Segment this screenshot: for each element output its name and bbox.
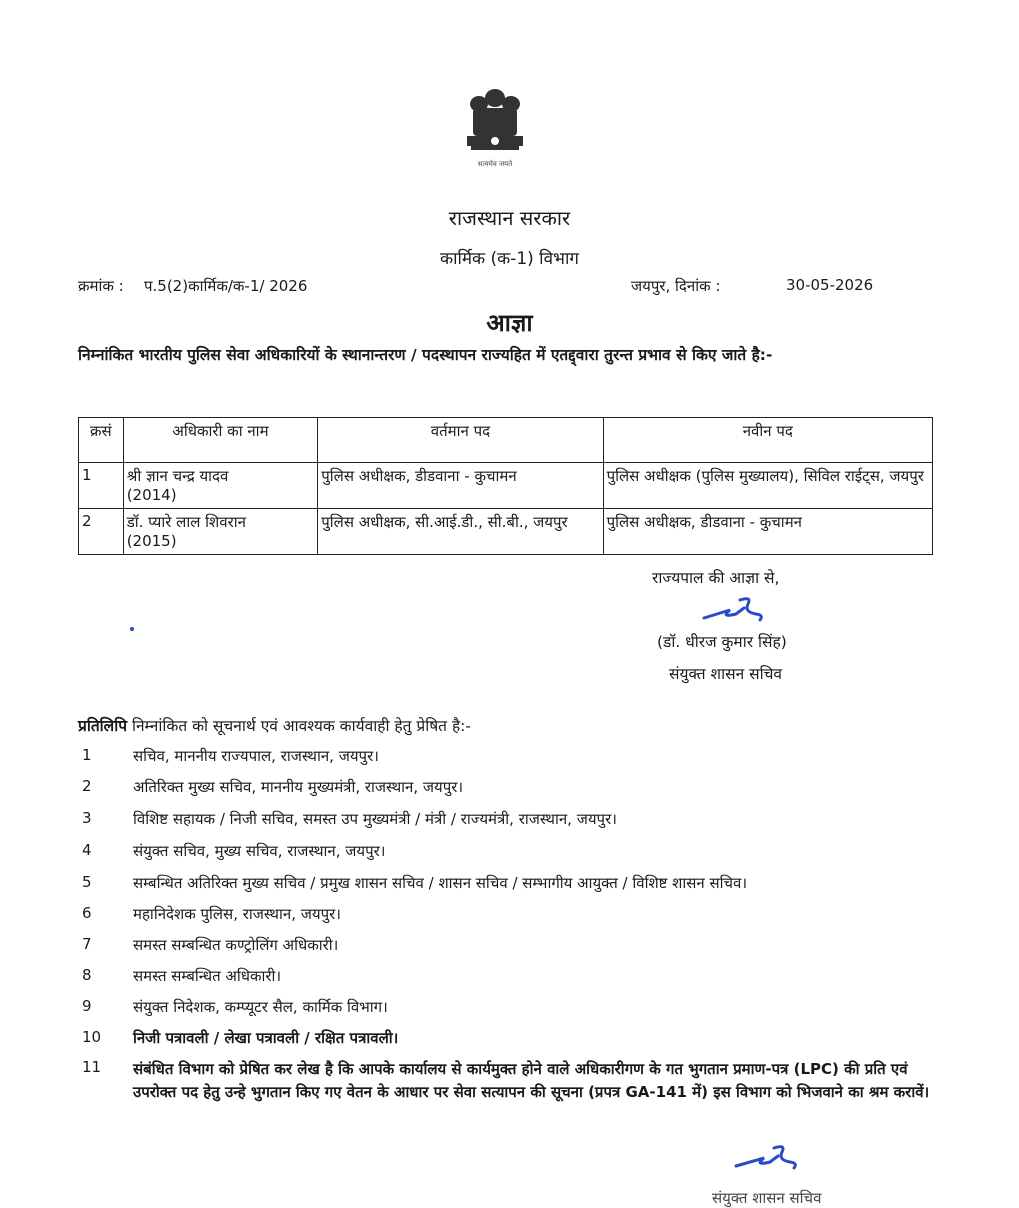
signature-icon — [732, 1138, 808, 1174]
item-number: 9 — [82, 997, 92, 1015]
cell-current-post: पुलिस अधीक्षक, सी.आई.डी., सी.बी., जयपुर — [318, 509, 603, 555]
by-order-line: राज्यपाल की आज्ञा से, — [652, 569, 780, 587]
item-text: सचिव, माननीय राज्यपाल, राजस्थान, जयपुर। — [133, 747, 379, 765]
cell-name — [123, 463, 318, 509]
officer-batch: (2014) — [126, 486, 177, 504]
item-number: 10 — [82, 1028, 102, 1046]
item-number: 4 — [82, 841, 92, 859]
footer-designation: संयुक्त शासन सचिव — [712, 1189, 822, 1207]
item-text: अतिरिक्त मुख्य सचिव, माननीय मुख्यमंत्री, राजस्थान, जयपुर। — [133, 778, 464, 796]
item-number: 3 — [82, 809, 92, 827]
order-title: आज्ञा — [486, 309, 533, 337]
item-text: संयुक्त निदेशक, कम्प्यूटर सैल, कार्मिक विभाग। — [133, 998, 388, 1016]
transfer-table — [78, 417, 933, 555]
cell-sn: 1 — [79, 463, 124, 509]
cell-sn: 2 — [79, 509, 124, 555]
order-date: 30-05-2026 — [786, 276, 874, 294]
item-text: सम्बन्धित अतिरिक्त मुख्य सचिव / प्रमुख शासन सचिव / शासन सचिव / सम्भागीय आयुक्त / विशिष्ट शासन सचिव। — [133, 874, 748, 892]
table-row — [79, 463, 933, 509]
cell-name — [123, 509, 318, 555]
header-sn: क्रसं — [79, 418, 124, 463]
item-text: महानिदेशक पुलिस, राजस्थान, जयपुर। — [133, 905, 341, 923]
table-header-row — [79, 418, 933, 463]
ink-dot — [130, 627, 134, 631]
item-number: 6 — [82, 904, 92, 922]
item-text: समस्त सम्बन्धित कण्ट्रोलिंग अधिकारी। — [133, 936, 339, 954]
cell-new-post: पुलिस अधीक्षक, डीडवाना - कुचामन — [603, 509, 932, 555]
item-number: 5 — [82, 873, 92, 891]
item-text: संयुक्त सचिव, मुख्य सचिव, राजस्थान, जयपुर। — [133, 842, 386, 860]
signature-icon — [700, 592, 772, 626]
copy-heading-bold: प्रतिलिपि — [78, 717, 128, 735]
item-number: 11 — [82, 1058, 102, 1076]
item-number: 1 — [82, 746, 92, 764]
item-text: विशिष्ट सहायक / निजी सचिव, समस्त उप मुख्यमंत्री / मंत्री / राज्यमंत्री, राजस्थान, जयपुर। — [133, 810, 617, 828]
ref-number: प.5(2)कार्मिक/क-1/ 2026 — [144, 277, 308, 295]
officer-batch: (2015) — [126, 532, 177, 550]
item-number: 7 — [82, 935, 92, 953]
item-text: निजी पत्रावली / लेखा पत्रावली / रक्षित पत्रावली। — [133, 1029, 399, 1047]
item-number: 8 — [82, 966, 92, 984]
copy-heading — [78, 714, 471, 736]
header-name: अधिकारी का नाम — [123, 418, 318, 463]
item-number: 2 — [82, 777, 92, 795]
header-current-post: वर्तमान पद — [318, 418, 603, 463]
item-text: समस्त सम्बन्धित अधिकारी। — [133, 967, 282, 985]
signatory-designation: संयुक्त शासन सचिव — [669, 665, 783, 683]
table-row — [79, 509, 933, 555]
order-intro: निम्नांकित भारतीय पुलिस सेवा अधिकारियों के स्थानान्तरण / पदस्थापन राज्यहित में एतद्द्वारा तुरन्त प्रभाव से किए जाते है:- — [78, 346, 773, 364]
ref-label: क्रमांक : — [78, 277, 124, 295]
item-text: संबंधित विभाग को प्रेषित कर लेख है कि आपके कार्यालय से कार्यमुक्त होने वाले अधिकारीगण के गत भुगतान प्रमाण-पत्र (LPC) की प्रति एवं उपरोक्त पद हेतु उन्हे भुगतान किए गए वेतन के आधार पर सेवा सत्यापन की सूचना (प्रपत्र GA-141 में) इस विभाग को भिजवाने का श्रम करावें। — [133, 1060, 930, 1101]
place-label: जयपुर, दिनांक : — [631, 277, 721, 295]
emblem-caption: सत्यमेव जयते — [477, 160, 513, 168]
cell-new-post: पुलिस अधीक्षक (पुलिस मुख्यालय), सिविल राईट्स, जयपुर — [603, 463, 932, 509]
header-new-post: नवीन पद — [603, 418, 932, 463]
copy-heading-rest: निम्नांकित को सूचनार्थ एवं आवश्यक कार्यवाही हेतु प्रेषित है:- — [127, 717, 471, 735]
department-title: कार्मिक (क-1) विभाग — [440, 249, 579, 269]
officer-name: श्री ज्ञान चन्द्र यादव — [126, 467, 229, 485]
cell-current-post: पुलिस अधीक्षक, डीडवाना - कुचामन — [318, 463, 603, 509]
signatory-name: (डॉ. धीरज कुमार सिंह) — [657, 633, 787, 651]
government-title: राजस्थान सरकार — [448, 206, 571, 230]
national-emblem-icon — [455, 82, 535, 178]
officer-name: डॉ. प्यारे लाल शिवरान — [126, 513, 246, 531]
